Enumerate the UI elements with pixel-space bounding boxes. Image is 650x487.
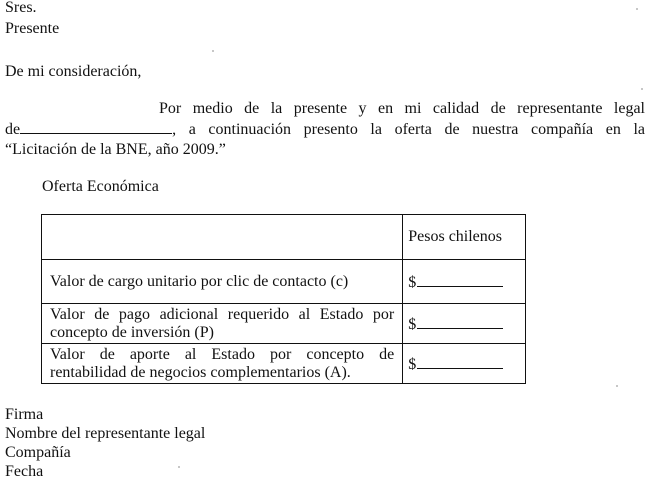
signature-firma: Firma [5, 406, 44, 423]
body-paragraph [5, 99, 645, 160]
currency-symbol: $ [408, 315, 417, 333]
amount-blank[interactable] [417, 272, 503, 287]
row-description: Valor de cargo unitario por clic de contacto (c) [42, 260, 403, 304]
offer-title: Oferta Económica [42, 178, 159, 195]
offer-table [41, 214, 526, 384]
table-row [42, 260, 526, 304]
body-line-3: “Licitación de la BNE, año 2009.” [5, 141, 226, 158]
scan-speck [178, 466, 180, 468]
body-line-2-rest: , a continuación presento la oferta de nuestra compañía en la [172, 121, 645, 138]
scan-speck [212, 50, 214, 52]
signature-nombre: Nombre del representante legal [5, 425, 206, 442]
scan-speck [641, 88, 643, 90]
body-line-1: Por medio de la presente y en mi calidad de representante legal [159, 100, 645, 117]
body-line-2 [5, 119, 645, 140]
amount-blank[interactable] [417, 354, 503, 369]
greeting: De mi consideración, [5, 63, 142, 80]
body-line-2-prefix: de [5, 121, 21, 138]
currency-symbol: $ [408, 355, 417, 373]
table-row [42, 344, 526, 384]
amount-blank[interactable] [417, 314, 503, 329]
table-header-row [42, 215, 526, 260]
header-empty-cell [42, 215, 403, 260]
signature-fecha: Fecha [5, 463, 44, 480]
amount-cell [403, 260, 526, 304]
row-description: Valor de pago adicional requerido al Estado por concepto de inversión (P) [42, 304, 403, 344]
row-description: Valor de aporte al Estado por concepto de rentabilidad de negocios complementarios (A). [42, 344, 403, 384]
scan-speck [616, 385, 618, 387]
salutation: Sres. [5, 0, 37, 16]
representative-company-blank[interactable] [20, 119, 172, 134]
signature-compania: Compañía [5, 444, 71, 461]
table-row [42, 304, 526, 344]
presente-line: Presente [5, 20, 60, 37]
scan-speck [636, 8, 638, 10]
amount-cell [403, 304, 526, 344]
currency-symbol: $ [408, 273, 417, 291]
amount-cell [403, 344, 526, 384]
column-header: Pesos chilenos [403, 215, 526, 260]
